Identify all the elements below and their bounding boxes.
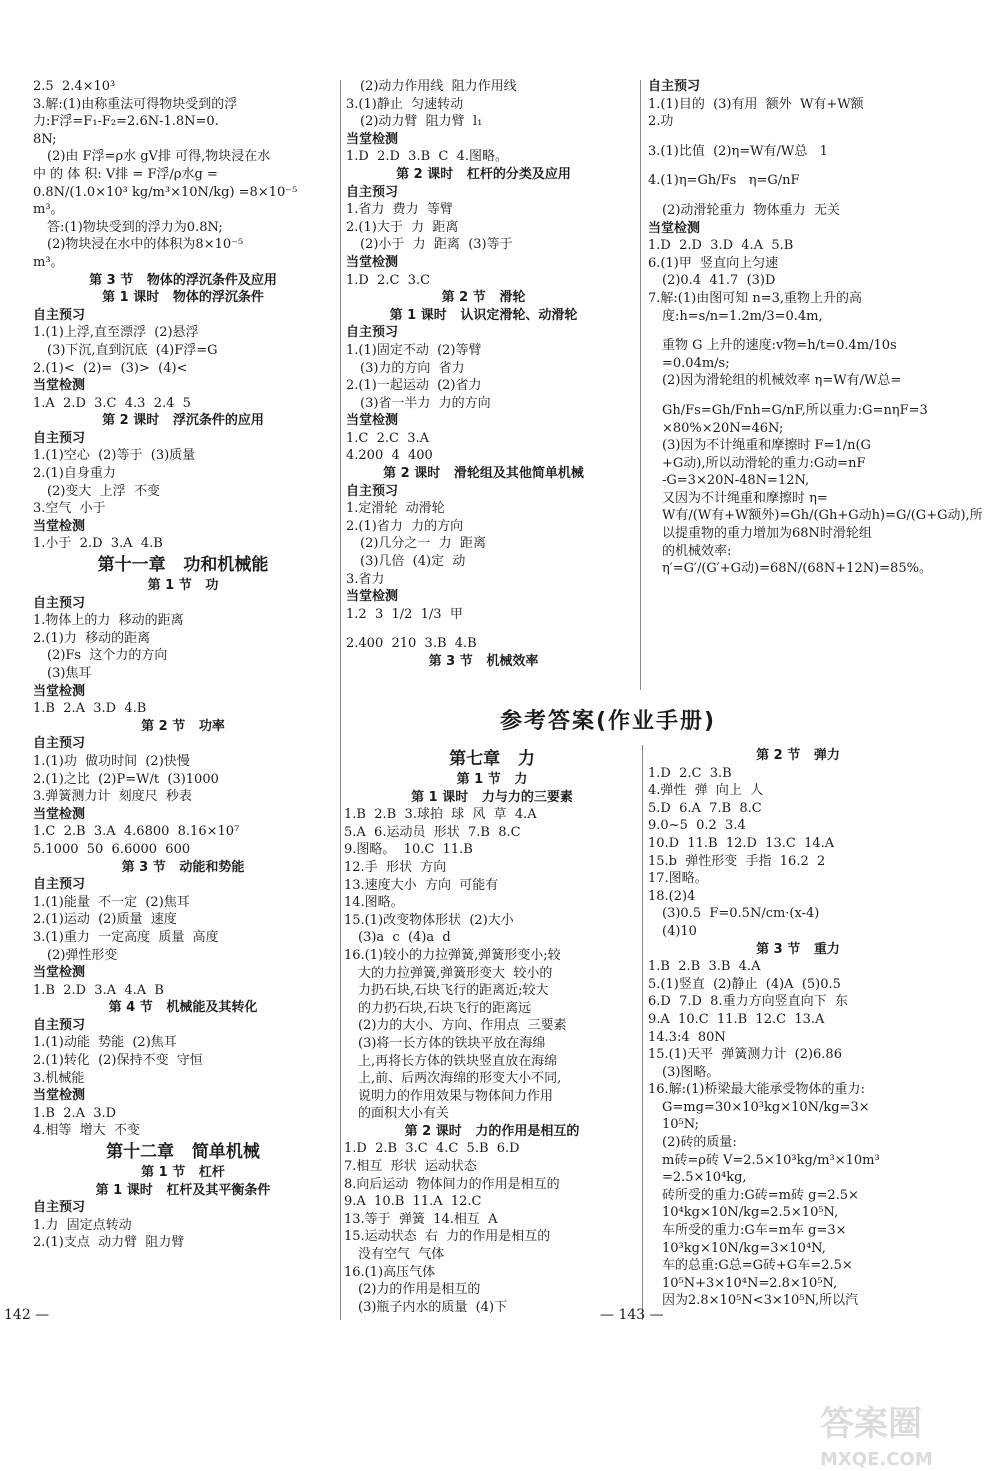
- answer-line: 1.定滑轮 动滑轮: [346, 501, 445, 517]
- answer-line: 2.(1)转化 (2)保持不变 守恒: [33, 1053, 203, 1069]
- section-heading: 第 2 课时 力的作用是相互的: [404, 1123, 580, 1139]
- answer-line: 1.B 2.B 3.球拍 球 风 草 4.A: [344, 807, 537, 823]
- answer-line: 2.(1)< (2)= (3)> (4)<: [33, 360, 188, 376]
- answer-column-3: [648, 78, 983, 578]
- answer-line: 度:h=s/n=1.2m/3=0.4m,: [662, 308, 823, 324]
- subsection-label: 自主预习: [33, 430, 86, 446]
- subsection-label: 当堂检测: [346, 413, 399, 429]
- subsection-label: 当堂检测: [33, 683, 86, 699]
- column-divider: [640, 80, 641, 690]
- section-heading: 第 1 课时 力与力的三要素: [411, 789, 573, 805]
- answer-line: 4.弹性 弹 向上 人: [648, 783, 764, 799]
- answer-line: 3.(1)比值 (2)η=W有/W总 1: [648, 143, 828, 159]
- answer-line: 2.(1)大于 力 距离: [346, 219, 459, 235]
- watermark-url: MXQE.COM: [820, 1449, 933, 1470]
- subsection-label: 自主预习: [346, 483, 399, 499]
- answer-line: 3.空气 小于: [33, 501, 106, 517]
- answer-line: 13.速度大小 方向 可能有: [344, 877, 499, 893]
- answer-line: 7.解:(1)由图可知 n=3,重物上升的高: [648, 290, 862, 306]
- answer-line: 2.(1)自身重力: [33, 466, 116, 482]
- answer-line: 2.(1)力 移动的距离: [33, 630, 151, 646]
- subsection-label: 当堂检测: [346, 589, 399, 605]
- section-heading: 第 3 节 物体的浮沉条件及应用: [89, 272, 277, 288]
- answer-line: 以提重物的重力增加为68N时滑轮组: [662, 526, 872, 542]
- answer-line: m³。: [33, 202, 64, 218]
- answer-line: m砖=ρ砖 V=2.5×10³kg/m³×10m³: [662, 1152, 880, 1168]
- answer-line: (3)几倍 (4)定 动: [360, 554, 466, 570]
- answer-line: [648, 131, 948, 143]
- answer-line: 又因为不计绳重和摩擦时 η=: [662, 490, 828, 506]
- answer-line: (3)焦耳: [47, 666, 92, 681]
- answer-line: Gh/Fs=Gh/Fnh=G/nF,所以重力:G=nηF=3: [662, 402, 928, 418]
- answer-line: 车的总重:G总=G砖+G车=2.5×: [662, 1258, 853, 1274]
- subsection-label: 自主预习: [33, 307, 86, 323]
- answer-line: [346, 623, 621, 635]
- answer-line: 16.(1)高压气体: [344, 1264, 436, 1280]
- answer-line: 力扔石块,石块飞行的距离近;较大: [358, 983, 549, 999]
- answer-line: (3)力的方向 省力: [360, 360, 465, 376]
- subsection-label: 当堂检测: [33, 378, 86, 394]
- answer-line: 5.1000 50 6.6000 600: [33, 841, 191, 857]
- answer-line: 1.B 2.A 3.D 4.B: [33, 701, 147, 717]
- answer-line: 1.2 3 1/2 1/3 甲: [346, 606, 463, 622]
- answer-line: 重物 G 上升的速度:v物=h/t=0.4m/10s: [662, 338, 897, 354]
- answer-line: 0.8N/(1.0×10³ kg/m³×10N/kg) =8×10⁻⁵: [33, 184, 298, 200]
- answer-line: 车所受的重力:G车=m车 g=3×: [662, 1223, 847, 1239]
- answer-line: (2)动力作用线 阻力作用线: [360, 79, 517, 94]
- section-heading: 第 2 课时 杠杆的分类及应用: [396, 166, 571, 182]
- subsection-label: 当堂检测: [648, 220, 701, 236]
- subsection-label: 当堂检测: [33, 518, 86, 534]
- answer-line: 3.(1)静止 匀速转动: [346, 96, 464, 112]
- answer-line: -G=3×20N-48N=12N,: [662, 473, 810, 489]
- answer-line: 3.省力: [346, 571, 385, 587]
- answer-line: 大的力拉弹簧,弹簧形变大 较小的: [358, 965, 553, 981]
- subsection-label: 当堂检测: [33, 1088, 86, 1104]
- answer-line: [648, 325, 948, 337]
- answer-column-4: [344, 747, 640, 1316]
- section-heading: 第 2 节 功率: [141, 718, 225, 734]
- answer-line: 1.(1)功 做功时间 (2)快慢: [33, 753, 190, 769]
- answer-line: 1.(1)目的 (3)有用 额外 W有+W额: [648, 96, 864, 112]
- answer-line: 1.(1)动能 势能 (2)焦耳: [33, 1035, 177, 1051]
- answer-line: (2)动力臂 阻力臂 l₁: [360, 114, 483, 130]
- section-heading: 第 3 节 动能和势能: [121, 859, 245, 875]
- section-heading: 第 1 课时 杠杆及其平衡条件: [95, 1182, 271, 1198]
- answer-line: ×80%×20N=46N;: [662, 420, 784, 436]
- section-heading: 第 1 节 杠杆: [141, 1165, 225, 1181]
- answer-line: 1.(1)上浮,直至漂浮 (2)悬浮: [33, 325, 199, 341]
- answer-line: 16.解:(1)桥梁最大能承受物体的重力:: [648, 1082, 865, 1098]
- answer-line: 1.物体上的力 移动的距离: [33, 613, 184, 629]
- column-divider: [642, 745, 643, 1320]
- page-number-right: — 143 —: [600, 1307, 664, 1323]
- answer-line: (2)弹性形变: [47, 947, 118, 963]
- answer-line: 9.0~5 0.2 3.4: [648, 818, 746, 834]
- answer-line: (2)小于 力 距离 (3)等于: [360, 237, 513, 253]
- answer-line: (2)力的作用是相互的: [358, 1282, 481, 1298]
- answer-line: 1.(1)空心 (2)等于 (3)质量: [33, 448, 196, 464]
- answer-line: 因为2.8×10⁵N<3×10⁵N,所以汽: [662, 1293, 859, 1309]
- answer-line: (4)10: [662, 923, 697, 939]
- answer-line: (2)Fs 这个力的方向: [47, 648, 168, 664]
- answer-line: 1.(1)固定不动 (2)等臂: [346, 342, 482, 358]
- answer-column-1: [33, 78, 333, 1252]
- answer-line: (2)力的大小、方向、作用点 三要素: [358, 1018, 567, 1034]
- answer-line: 9.图略。 10.C 11.B: [344, 842, 473, 858]
- section-title: 参考答案(作业手册): [500, 709, 717, 734]
- section-heading: 第 2 课时 滑轮组及其他简单机械: [383, 466, 584, 482]
- watermark-text: 答案圈: [820, 1404, 922, 1444]
- answer-line: 2.5 2.4×10³: [33, 79, 116, 94]
- answer-line: 砖所受的重力:G砖=m砖 g=2.5×: [662, 1187, 859, 1203]
- subsection-label: 自主预习: [33, 736, 86, 752]
- answer-line: 1.C 2.C 3.A: [346, 430, 430, 446]
- subsection-label: 当堂检测: [346, 131, 399, 147]
- answer-line: 1.D 2.C 3.C: [346, 272, 431, 288]
- answer-line: (2)变大 上浮 不变: [47, 483, 160, 499]
- answer-line: [648, 390, 948, 402]
- answer-line: 力:F浮=F₁-F₂=2.6N-1.8N=0.: [33, 114, 219, 130]
- answer-line: 10.D 11.B 12.D 13.C 14.A: [648, 835, 835, 851]
- answer-line: 12.手 形状 方向: [344, 859, 447, 875]
- answer-line: 2.(1)支点 动力臂 阻力臂: [33, 1235, 185, 1251]
- answer-line: 5.(1)竖直 (2)静止 (4)A (5)0.5: [648, 976, 841, 992]
- answer-line: 15.b 弹性形变 手指 16.2 2: [648, 853, 826, 869]
- answer-line: 1.B 2.A 3.D: [33, 1105, 117, 1121]
- answer-line: (2)0.4 41.7 (3)D: [662, 273, 776, 289]
- section-heading: 第十二章 简单机械: [106, 1142, 260, 1163]
- answer-column-2: [346, 78, 621, 671]
- page-number-left: 142 —: [4, 1307, 50, 1323]
- subsection-label: 自主预习: [33, 1017, 86, 1033]
- answer-line: 2.(1)一起运动 (2)省力: [346, 378, 482, 394]
- answer-line: [648, 160, 948, 172]
- answer-line: 10³kg×10N/kg=3×10⁴N,: [662, 1240, 826, 1256]
- answer-line: 1.D 2.C 3.B: [648, 765, 732, 781]
- answer-line: 2.(1)运动 (2)质量 速度: [33, 912, 177, 928]
- answer-line: 14.3:4 80N: [648, 1029, 726, 1045]
- answer-line: (3)省一半力 力的方向: [360, 395, 491, 411]
- answer-line: (3)瓶子内水的质量 (4)下: [358, 1299, 508, 1315]
- answer-line: 1.(1)能量 不一定 (2)焦耳: [33, 894, 190, 910]
- answer-line: 15.(1)天平 弹簧测力计 (2)6.86: [648, 1047, 842, 1063]
- answer-line: 3.(1)重力 一定高度 质量 高度: [33, 929, 219, 945]
- subsection-label: 当堂检测: [33, 965, 86, 981]
- answer-line: (2)几分之一 力 距离: [360, 536, 486, 552]
- section-heading: 第 2 节 弹力: [756, 748, 840, 763]
- subsection-label: 自主预习: [33, 595, 86, 611]
- subsection-label: 自主预习: [33, 1200, 86, 1216]
- answer-line: 上,前、后两次海绵的形变大小不同,: [358, 1071, 562, 1087]
- answer-line: 中 的 体 积: V排 = F浮/ρ水g =: [33, 166, 218, 182]
- answer-line: W有/(W有+W额外)=Gh/(Gh+G动h)=G/(G+G动),所: [662, 508, 983, 524]
- answer-line: 8.向后运动 物体间力的作用是相互的: [344, 1176, 560, 1192]
- subsection-label: 自主预习: [346, 325, 399, 341]
- answer-line: 14.图略。: [344, 895, 404, 911]
- answer-line: =2.5×10⁴kg,: [662, 1170, 747, 1186]
- answer-line: 2.(1)省力 力的方向: [346, 518, 464, 534]
- answer-line: 1.D 2.D 3.B C 4.图略。: [346, 149, 509, 165]
- answer-line: (2)由 F浮=ρ水 gV排 可得,物块浸在水: [47, 149, 271, 165]
- answer-line: 7.相互 形状 运动状态: [344, 1159, 477, 1175]
- answer-line: 17.图略。: [648, 871, 708, 887]
- answer-line: 10⁵N+3×10⁴N=2.8×10⁵N,: [662, 1275, 838, 1291]
- answer-line: (3)因为不计绳重和摩擦时 F=1/n(G: [662, 438, 871, 454]
- answer-line: 8N;: [33, 131, 57, 147]
- answer-line: 5.D 6.A 7.B 8.C: [648, 800, 762, 816]
- section-heading: 第 2 课时 浮沉条件的应用: [102, 413, 264, 429]
- section-heading: 第 1 课时 物体的浮沉条件: [102, 290, 264, 306]
- answer-line: (2)物块浸在水中的体积为8×10⁻⁵: [47, 237, 244, 253]
- answer-line: (3)将一长方体的铁块平放在海绵: [358, 1035, 546, 1051]
- answer-line: m³。: [33, 254, 64, 270]
- answer-line: 2.400 210 3.B 4.B: [346, 636, 477, 652]
- answer-line: (3)0.5 F=0.5N/cm·(x-4): [662, 906, 820, 922]
- section-heading: 第 3 节 机械效率: [428, 654, 539, 669]
- answer-line: 6.(1)甲 竖直向上匀速: [648, 255, 779, 271]
- answer-line: 说明力的作用效果与物体间力作用: [358, 1088, 554, 1104]
- answer-line: 没有空气 气体: [358, 1247, 445, 1263]
- answer-line: 16.(1)较小的力拉弹簧,弹簧形变小;较: [344, 947, 561, 963]
- answer-line: 的机械效率:: [662, 543, 732, 559]
- answer-line: 1.D 2.B 3.C 4.C 5.B 6.D: [344, 1141, 520, 1157]
- answer-line: η′=G′/(G′+G动)=68N/(68N+12N)=85%。: [662, 561, 932, 577]
- answer-line: 1.B 2.B 3.B 4.A: [648, 959, 761, 975]
- answer-line: 答:(1)物块受到的浮力为0.8N;: [47, 219, 223, 235]
- answer-column-5: [648, 747, 948, 1310]
- section-heading: 第 3 节 重力: [756, 941, 840, 957]
- answer-line: 15.运动状态 右 力的作用是相互的: [344, 1229, 551, 1245]
- answer-line: 3.弹簧测力计 刻度尺 秒表: [33, 789, 192, 805]
- answer-line: 10⁵N;: [662, 1117, 700, 1133]
- answer-line: 的力扔石块,石块飞行的距离远: [358, 1000, 532, 1016]
- section-heading: 第 2 节 滑轮: [441, 290, 526, 306]
- subsection-label: 自主预习: [648, 79, 701, 94]
- answer-line: 10⁴kg×10N/kg=2.5×10⁵N,: [662, 1205, 839, 1221]
- answer-line: 4.相等 增大 不变: [33, 1123, 140, 1139]
- answer-line: 2.(1)之比 (2)P=W/t (3)1000: [33, 771, 219, 787]
- answer-line: 上,再将长方体的铁块竖直放在海绵: [358, 1053, 558, 1069]
- watermark-logo: [820, 1404, 990, 1470]
- section-heading: 第 1 节 功: [147, 578, 219, 594]
- answer-line: 1.B 2.D 3.A 4.A B: [33, 982, 164, 998]
- subsection-label: 当堂检测: [346, 254, 399, 270]
- answer-line: 3.解:(1)由称重法可得物块受到的浮: [33, 96, 238, 112]
- answer-line: +G动),所以动滑轮的重力:G动=nF: [662, 455, 866, 471]
- column-divider: [340, 80, 341, 1320]
- answer-line: 6.D 7.D 8.重力方向竖直向下 东: [648, 994, 848, 1010]
- answer-line: 4.200 4 400: [346, 448, 433, 464]
- section-heading: 第 4 节 机械能及其转化: [108, 1000, 258, 1016]
- section-heading: 第七章 力: [449, 749, 535, 769]
- answer-line: (3)下沉,直到沉底 (4)F浮=G: [47, 342, 218, 358]
- answer-line: 的面积大小有关: [358, 1106, 450, 1122]
- answer-line: [648, 190, 948, 202]
- answer-line: 1.省力 费力 等臂: [346, 202, 453, 218]
- answer-line: 2.功: [648, 114, 674, 130]
- answer-line: (2)因为滑轮组的机械效率 η=W有/W总=: [662, 373, 902, 389]
- answer-line: (3)a c (4)a d: [358, 930, 451, 946]
- answer-line: 13.等于 弹簧 14.相互 A: [344, 1211, 498, 1227]
- answer-line: (2)动滑轮重力 物体重力 无关: [662, 202, 840, 218]
- answer-line: 3.机械能: [33, 1070, 85, 1086]
- answer-line: 9.A 10.C 11.B 12.C 13.A: [648, 1011, 825, 1027]
- answer-line: 18.(2)4: [648, 888, 696, 904]
- answer-line: 1.小于 2.D 3.A 4.B: [33, 536, 163, 552]
- answer-line: (3)图略。: [662, 1064, 720, 1080]
- answer-line: 1.C 2.B 3.A 4.6800 8.16×10⁷: [33, 824, 240, 840]
- section-heading: 第 1 课时 认识定滑轮、动滑轮: [389, 307, 578, 323]
- subsection-label: 自主预习: [33, 877, 86, 893]
- answer-line: 5.A 6.运动员 形状 7.B 8.C: [344, 824, 521, 840]
- answer-line: 15.(1)改变物体形状 (2)大小: [344, 912, 514, 928]
- section-heading: 第十一章 功和机械能: [97, 555, 269, 576]
- answer-line: G=mg=30×10³kg×10N/kg=3×: [662, 1099, 870, 1115]
- answer-line: 1.A 2.D 3.C 4.3 2.4 5: [33, 395, 191, 411]
- answer-line: =0.04m/s;: [662, 355, 730, 371]
- answer-line: 1.D 2.D 3.D 4.A 5.B: [648, 238, 794, 254]
- subsection-label: 自主预习: [346, 184, 399, 200]
- answer-line: 4.(1)η=Gh/Fs η=G/nF: [648, 173, 800, 189]
- answer-line: (2)砖的质量:: [662, 1135, 737, 1151]
- section-heading: 第 1 节 力: [456, 772, 528, 787]
- subsection-label: 当堂检测: [33, 806, 86, 822]
- answer-line: 1.力 固定点转动: [33, 1217, 132, 1233]
- answer-line: 9.A 10.B 11.A 12.C: [344, 1194, 482, 1210]
